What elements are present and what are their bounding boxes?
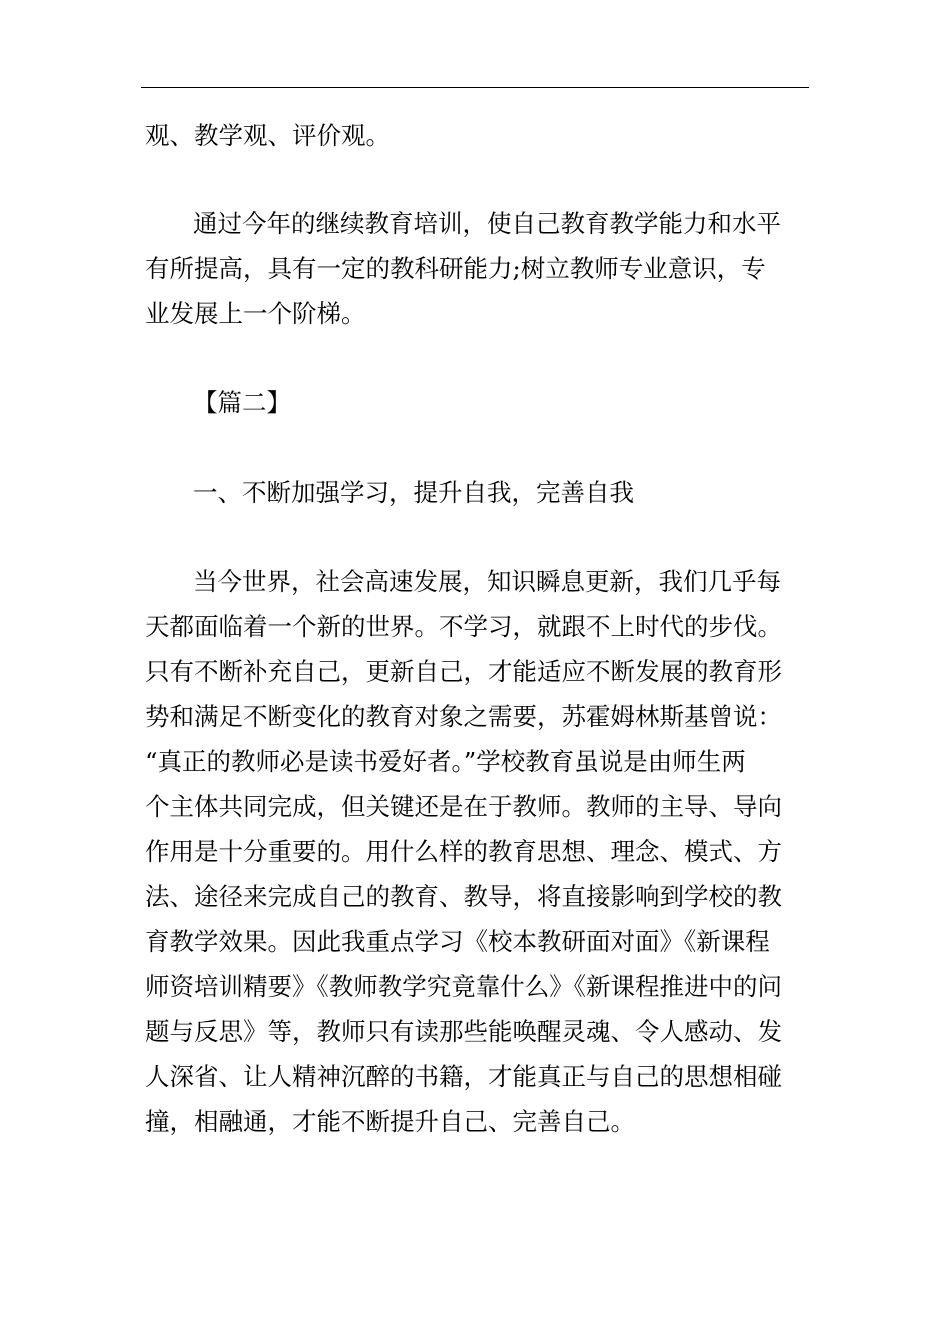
paragraph-1-line: 观、教学观、评价观。	[145, 121, 390, 150]
paragraph-3-line: 只有不断补充自己，更新自己，才能适应不断发展的教育形	[145, 657, 782, 686]
paragraph-2-line: 有所提高，具有一定的教科研能力;树立教师专业意识，专	[145, 254, 766, 283]
paragraph-3-line: 个主体共同完成，但关键还是在于教师。教师的主导、导向	[145, 792, 782, 821]
paragraph-3-line: 人深省、让人精神沉醉的书籍，才能真正与自己的思想相碰	[145, 1062, 782, 1091]
paragraph-3-line: 育教学效果。因此我重点学习《校本教研面对面》《新课程	[145, 927, 770, 956]
section-heading: 一、不断加强学习，提升自我，完善自我	[193, 478, 634, 507]
paragraph-3-line: 题与反思》等，教师只有读那些能唤醒灵魂、令人感动、发	[145, 1017, 782, 1046]
paragraph-3-line: 势和满足不断变化的教育对象之需要，苏霍姆林斯基曾说：	[145, 702, 782, 731]
paragraph-3-line: 天都面临着一个新的世界。不学习，就跟不上时代的步伐。	[145, 612, 782, 641]
section-label: 【篇二】	[193, 388, 291, 417]
paragraph-3-line: 法、途径来完成自己的教育、教导，将直接影响到学校的教	[145, 882, 782, 911]
paragraph-2-line: 业发展上一个阶梯。	[145, 299, 366, 328]
paragraph-3-line: 作用是十分重要的。用什么样的教育思想、理念、模式、方	[145, 837, 782, 866]
header-rule	[141, 87, 809, 88]
paragraph-3-line: 撞，相融通，才能不断提升自己、完善自己。	[145, 1107, 635, 1136]
paragraph-3-line: 师资培训精要》《教师教学究竟靠什么》《新课程推进中的问	[145, 972, 782, 1001]
paragraph-3-line: “真正的教师必是读书爱好者。”学校教育虽说是由师生两	[145, 747, 746, 776]
paragraph-2-line: 通过今年的继续教育培训，使自己教育教学能力和水平	[193, 209, 781, 238]
paragraph-3-line: 当今世界，社会高速发展，知识瞬息更新，我们几乎每	[193, 567, 781, 596]
